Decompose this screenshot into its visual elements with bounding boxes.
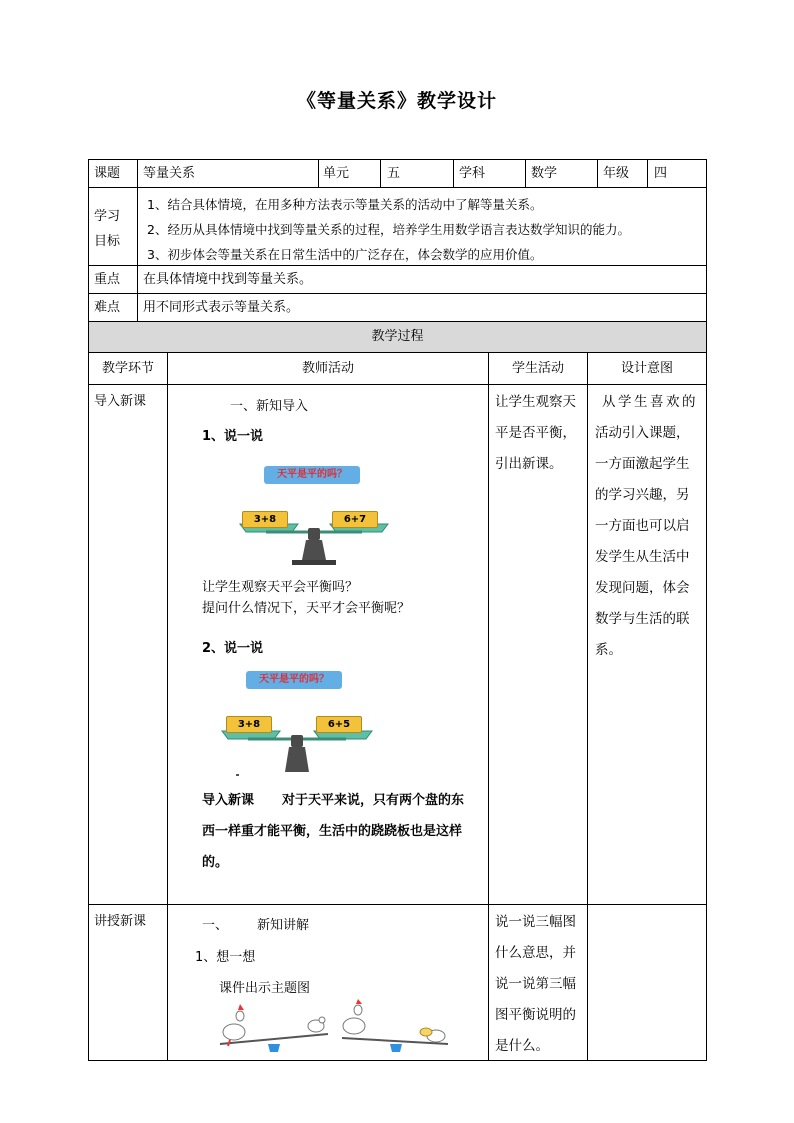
goal-item-3: 3、初步体会等量关系在日常生活中的广泛存在，体会数学的应用价值。: [147, 247, 543, 262]
col-stage-header: 教学环节: [101, 361, 154, 376]
stage-intro: 导入新课: [94, 394, 147, 409]
question-1: 让学生观察天平会平衡吗？: [202, 580, 359, 595]
student-activity-1: [495, 387, 576, 480]
stage-lecture: 讲授新课: [94, 914, 147, 929]
student-line: 图平衡说明的: [495, 1007, 576, 1023]
intent-line: 一方面激起学生: [595, 456, 690, 472]
goals-label-line1: 学习: [94, 209, 121, 224]
student-line: 是什么。: [495, 1038, 549, 1054]
intent-line: 发现问题，体会: [595, 580, 690, 596]
right-pan-label-2: 6+5: [316, 716, 362, 733]
intent-line: 数学与生活的联: [595, 611, 690, 627]
section2-heading-text: 新知讲解: [257, 918, 310, 933]
difficulty-label: 难点: [94, 300, 121, 315]
key-label: 重点: [94, 272, 121, 287]
col-student-header: 学生活动: [511, 361, 564, 376]
topic-value: 等量关系: [143, 166, 196, 181]
think-label: 1、想一想: [195, 950, 256, 965]
goals-label-line2: 目标: [94, 234, 121, 249]
student-line: 说一说第三幅: [495, 976, 576, 992]
balance-banner-2: 天平是平的吗？: [246, 671, 342, 689]
subject-label: 学科: [459, 166, 486, 181]
document-title: 《等量关系》教学设计: [296, 90, 497, 112]
intro-line-1: 对于天平来说，只有两个盘的东: [282, 793, 465, 808]
intent-line: 发学生从生活中: [595, 549, 690, 565]
student-line: 说一说三幅图: [495, 914, 576, 930]
subject-value: 数学: [531, 166, 558, 181]
intro-line-3: 的。: [202, 855, 229, 870]
unit-value: 五: [387, 166, 401, 181]
intent-line: 活动引入课题，: [595, 425, 690, 441]
student-line: 什么意思，并: [495, 945, 576, 961]
question-2: 提问什么情况下，天平才会平衡呢？: [202, 601, 411, 616]
right-pan-label-1: 6+7: [332, 511, 378, 528]
student-line: 引出新课。: [495, 456, 563, 472]
intro-line-2: 西一样重才能平衡，生活中的跷跷板也是这样: [202, 824, 463, 839]
key-value: 在具体情境中找到等量关系。: [143, 272, 313, 287]
say-label-2: 2、说一说: [202, 641, 264, 656]
left-pan-label-2: 3+8: [226, 716, 272, 733]
intent-line: 一方面也可以启: [595, 518, 690, 534]
process-header: 教学过程: [371, 329, 424, 344]
intent-line: 的学习兴趣，另: [595, 487, 690, 503]
unit-label: 单元: [323, 166, 350, 181]
balance-banner-1: 天平是平的吗？: [264, 466, 360, 484]
goal-item-1: 1、结合具体情境，在用多种方法表示等量关系的活动中了解等量关系。: [147, 197, 543, 212]
col-intent-header: 设计意图: [620, 361, 673, 376]
intro-label: 导入新课: [202, 793, 255, 808]
goal-item-2: 2、经历从具体情境中找到等量关系的过程，培养学生用数学语言表达数学知识的能力。: [147, 222, 630, 237]
student-line: 平是否平衡，: [495, 425, 576, 441]
difficulty-value: 用不同形式表示等量关系。: [143, 300, 300, 315]
say-label-1: 1、说一说: [202, 429, 264, 444]
left-pan-label-1: 3+8: [242, 511, 288, 528]
seesaw-goose-illustration: [216, 998, 452, 1056]
courseware-label: 课件出示主题图: [219, 981, 311, 996]
topic-label: 课题: [94, 166, 121, 181]
grade-value: 四: [654, 166, 668, 181]
student-line: 让学生观察天: [495, 394, 576, 410]
intent-line: 系。: [595, 642, 622, 658]
student-activity-2: [495, 907, 576, 1062]
section1-heading: 一、新知导入: [230, 399, 309, 414]
section2-heading-num: 一、: [202, 918, 229, 933]
design-intent-1: [595, 387, 701, 666]
col-teacher-header: 教师活动: [301, 361, 354, 376]
grade-label: 年级: [603, 166, 630, 181]
intent-line: 从学生喜欢的: [602, 394, 698, 410]
